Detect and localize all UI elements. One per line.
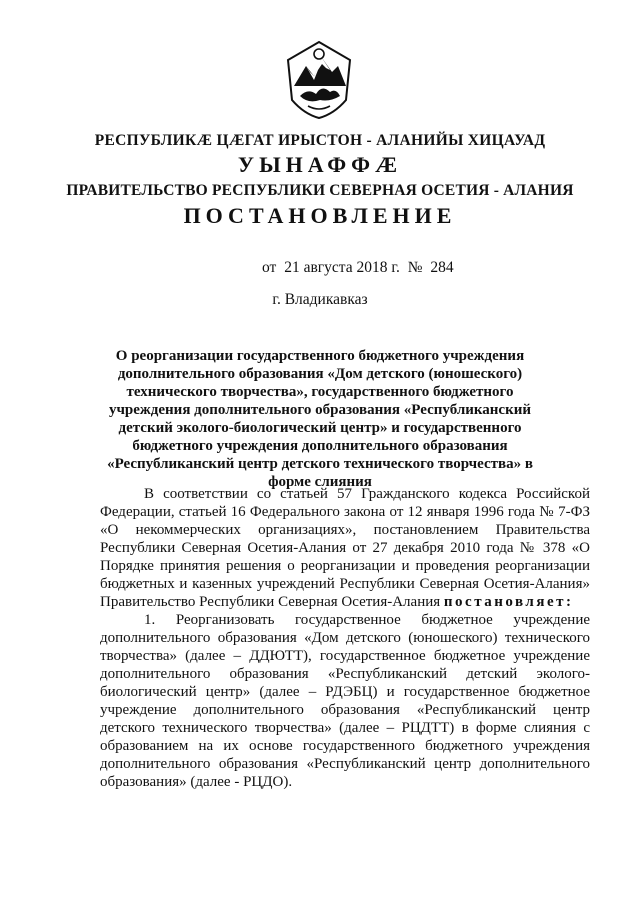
number-sign: № xyxy=(407,259,423,276)
ossetian-document-type: УЫНАФФÆ xyxy=(237,152,403,177)
document-body xyxy=(100,485,590,791)
ossetian-government-name: РЕСПУБЛИКÆ ЦÆГАТ ИРЫСТОН - АЛАНИЙЫ ХИЦАУАД xyxy=(94,132,546,149)
date-line xyxy=(262,259,458,277)
preamble-paragraph xyxy=(100,485,590,611)
date-prefix: от xyxy=(262,259,277,276)
document-type-title: ПОСТАНОВЛЕНИЕ xyxy=(183,203,457,228)
coat-of-arms-icon xyxy=(286,40,352,120)
resolves-word: постановляет: xyxy=(443,594,574,610)
preamble-text: В соответствии со статьей 57 Гражданского кодекса Российской Федерации, статьей 16 Федерального закона от 12 января 1996 года № 7-ФЗ «О некоммерческих организациях», постановлением Правительства Республики Северная Осетия-Алания от 27 декабря 2010 года № 378 «О Порядке принятия решения о реорганизации и проведения реорганизации бюджетных и казенных учреждений Республики Северная Осетия-Алания» Правительство Республики Северная Осетия-Алания xyxy=(100,486,590,610)
city: г. Владикавказ xyxy=(272,291,368,308)
document-date: 21 августа 2018 г. xyxy=(284,259,400,276)
document-number: 284 xyxy=(430,259,454,276)
item-1-paragraph: 1. Реорганизовать государственное бюджетное учреждение дополнительного образования «Дом детского (юношеского) технического творчества» (далее – ДДЮТТ), государственное бюджетное учреждение дополнительного образования «Республиканский детский эколого-биологический центр» (далее – РДЭБЦ) и государственное бюджетное учреждение дополнительного образования «Республиканский центр детского технического творчества» (далее – РЦДТТ) в форме слияния с образованием на их основе государственного бюджетного учреждения дополнительного образования «Республиканский центр дополнительного образования» (далее - РЦДО). xyxy=(100,612,590,790)
document-subject: О реорганизации государственного бюджетного учреждения дополнительного образования «Дом детского (юношеского) технического творчества», государственного бюджетного учреждения дополнительного образования «Республиканский детский эколого-биологический центр» и государственного бюджетного учреждения дополнительного образования «Республиканский центр детского технического творчества» в форме слияния xyxy=(107,348,533,490)
russian-government-name: ПРАВИТЕЛЬСТВО РЕСПУБЛИКИ СЕВЕРНАЯ ОСЕТИЯ - АЛАНИЯ xyxy=(66,182,574,199)
